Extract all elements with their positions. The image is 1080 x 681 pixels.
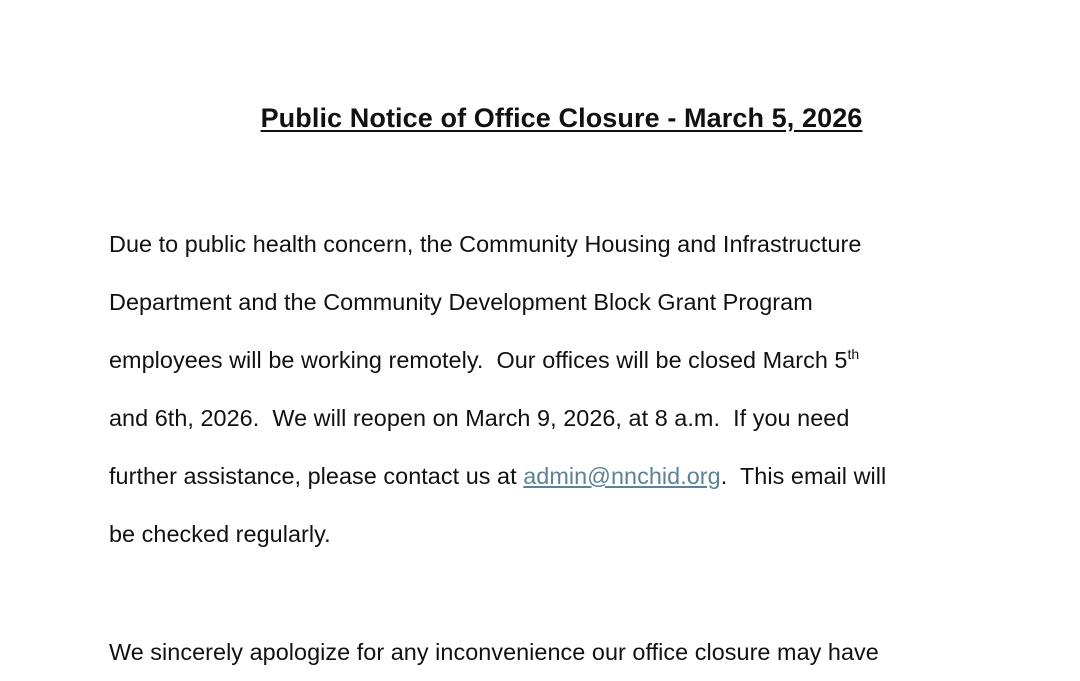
paragraph-line: and 6th, 2026. We will reopen on March 9, 2026, at 8 a.m. If you need — [109, 405, 850, 431]
email-link[interactable]: admin@nnchid.org — [523, 463, 721, 489]
apology-paragraph — [109, 623, 989, 681]
paragraph-line: Department and the Community Development Block Grant Program — [109, 289, 813, 315]
ordinal-superscript: th — [847, 346, 860, 362]
closure-paragraph — [109, 215, 989, 563]
paragraph-line: Due to public health concern, the Community Housing and Infrastructure — [109, 231, 862, 257]
line-text: employees will be working remotely. Our offices will be closed March 5 — [109, 347, 848, 373]
paragraph-line: be checked regularly. — [109, 521, 331, 547]
notice-title: Public Notice of Office Closure - March 5, 2026 — [260, 103, 863, 133]
paragraph-line — [109, 331, 989, 389]
line-text: further assistance, please contact us at — [109, 463, 524, 489]
paragraph-line: We sincerely apologize for any inconvenience our office closure may have — [109, 639, 879, 665]
line-text: . This email will — [720, 463, 887, 489]
paragraph-line — [109, 447, 989, 505]
